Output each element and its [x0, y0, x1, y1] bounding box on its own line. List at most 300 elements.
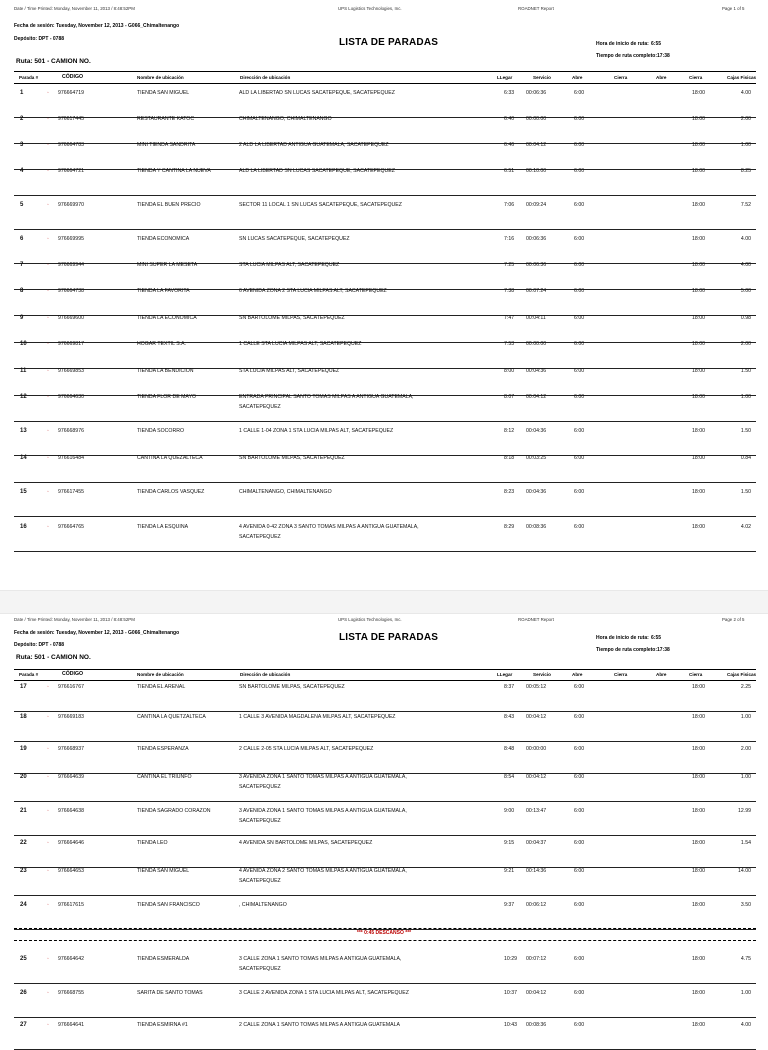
close-time: 18:00 [692, 394, 705, 400]
location-code: 976616767 [58, 684, 84, 690]
close-time: 18:00 [692, 774, 705, 780]
table-row [0, 196, 768, 230]
location-code: 976669995 [58, 236, 84, 242]
stop-number: 15 [20, 489, 27, 495]
bullet-icon: ◦ [47, 236, 49, 242]
close-time: 18:00 [692, 684, 705, 690]
location-address: 6 AVENIDA ZONA 2 STA LUCIA MILPAS ALT, SACATEPEQUEZ [239, 288, 387, 294]
arrive-time: 8:29 [504, 524, 515, 530]
report-name: ROADNET Report [518, 617, 554, 622]
table-row [0, 162, 768, 196]
stop-number: 2 [20, 116, 24, 122]
bullet-icon: ◦ [47, 116, 49, 122]
stop-number: 7 [20, 262, 24, 268]
stop-number: 3 [20, 142, 24, 148]
col-boxes: Cajas Fisicas [727, 75, 757, 80]
arrive-time: 8:07 [504, 394, 515, 400]
col-close-2: Cierra [689, 672, 703, 677]
col-address: Dirección de ubicación [240, 672, 291, 677]
close-time: 18:00 [692, 746, 705, 752]
stop-number: 4 [20, 168, 24, 174]
location-code: 976664646 [58, 840, 84, 846]
location-name: RESTAURANTE KATOC [137, 116, 195, 122]
boxes: 1.00 [740, 142, 751, 148]
bullet-icon: ◦ [47, 774, 49, 780]
location-name: TIENDA EL ARENAL [137, 684, 186, 690]
boxes: 1.50 [740, 428, 751, 434]
close-time: 18:00 [692, 428, 705, 434]
col-name: Nombre de ubicación [137, 75, 184, 80]
service-time: 00:06:36 [526, 236, 547, 242]
close-time: 18:00 [692, 1022, 705, 1028]
location-code: 976664721 [58, 168, 84, 174]
table-row [0, 1016, 768, 1050]
service-time: 00:09:24 [526, 202, 547, 208]
service-time: 00:04:12 [526, 774, 547, 780]
arrive-time: 10:29 [504, 956, 517, 962]
open-time: 6:00 [574, 142, 585, 148]
open-time: 6:00 [574, 714, 585, 720]
bullet-icon: ◦ [47, 524, 49, 530]
arrive-time: 9:00 [504, 808, 515, 814]
arrive-time: 6:33 [504, 90, 515, 96]
stop-number: 13 [20, 428, 27, 434]
location-code: 976617615 [58, 902, 84, 908]
table-row [0, 678, 768, 712]
table-row [0, 802, 768, 836]
service-time: 00:04:12 [526, 990, 547, 996]
bullet-icon: ◦ [47, 840, 49, 846]
location-address: ALD LA LIBERTAD SN LUCAS SACATEPEQUE, SACATEPEQUEZ [239, 90, 395, 96]
report-page-2 [0, 612, 768, 1028]
dashed-rule [14, 928, 756, 929]
boxes: 12.99 [738, 808, 751, 814]
open-time: 6:00 [574, 236, 585, 242]
location-code: 976664738 [58, 288, 84, 294]
stop-number: 1 [20, 90, 24, 96]
col-address: Dirección de ubicación [240, 75, 291, 80]
close-time: 18:00 [692, 116, 705, 122]
service-time: 00:04:12 [526, 142, 547, 148]
boxes: 4.00 [740, 236, 751, 242]
open-time: 6:00 [574, 956, 585, 962]
close-time: 18:00 [692, 236, 705, 242]
total-time: 17:38 [657, 53, 670, 59]
report-name: ROADNET Report [518, 6, 554, 11]
open-time: 6:00 [574, 840, 585, 846]
bullet-icon: ◦ [47, 808, 49, 814]
location-address: 3 CALLE ZONA 1 SANTO TOMAS MILPAS A ANTIGUA GUATEMALA, SACATEPEQUEZ [239, 956, 402, 972]
location-code: 976669970 [58, 202, 84, 208]
boxes: 1.00 [740, 774, 751, 780]
location-name: TIENDA SAGRADO CORAZON [137, 808, 211, 814]
route: Ruta: 501 - CAMION NO. [16, 58, 91, 65]
location-code: 976664638 [58, 808, 84, 814]
location-name: TIENDA Y CANTINA LA NUEVA [137, 168, 211, 174]
service-time: 00:13:47 [526, 808, 547, 814]
location-code: 976664653 [58, 868, 84, 874]
boxes: 1.54 [740, 840, 751, 846]
service-time: 00:06:36 [526, 262, 547, 268]
boxes: 4.00 [740, 1022, 751, 1028]
stop-number: 10 [20, 341, 27, 347]
location-address: SN BARTOLOME MILPAS, SACATEPEQUEZ [239, 455, 345, 461]
location-name: TIENDA ESPERANZA [137, 746, 189, 752]
open-time: 6:00 [574, 489, 585, 495]
bullet-icon: ◦ [47, 489, 49, 495]
stop-number: 6 [20, 236, 24, 242]
stop-number: 8 [20, 288, 24, 294]
location-name: TIENDA SOCORRO [137, 428, 184, 434]
bullet-icon: ◦ [47, 315, 49, 321]
total-time-label: Tiempo de ruta completo: [596, 53, 658, 59]
bullet-icon: ◦ [47, 341, 49, 347]
table-row [0, 984, 768, 1018]
location-address: 4 AVENIDA ZONA 2 SANTO TOMAS MILPAS A ANTIGUA GUATEMALA, SACATEPEQUEZ [239, 868, 407, 884]
arrive-time: 9:37 [504, 902, 515, 908]
arrive-time: 6:51 [504, 168, 515, 174]
table-row [0, 862, 768, 896]
arrive-time: 6:46 [504, 142, 515, 148]
arrive-time: 8:48 [504, 746, 515, 752]
bullet-icon: ◦ [47, 746, 49, 752]
location-name: MINI TIENDA SANDRITA [137, 142, 196, 148]
arrive-time: 8:37 [504, 684, 515, 690]
boxes: 7.52 [740, 202, 751, 208]
location-address: 3 CALLE 2 AVENIDA ZONA 1 STA LUCIA MILPAS ALT, SACATEPEQUEZ [239, 990, 409, 996]
col-stop: Parada # [19, 672, 39, 677]
boxes: 4.00 [740, 90, 751, 96]
col-arrive: LLegar [497, 75, 513, 80]
close-time: 18:00 [692, 90, 705, 96]
open-time: 6:00 [574, 808, 585, 814]
bullet-icon: ◦ [47, 202, 49, 208]
service-time: 00:04:37 [526, 840, 547, 846]
location-name: TIENDA CARLOS VASQUEZ [137, 489, 205, 495]
bullet-icon: ◦ [47, 1022, 49, 1028]
location-name: TIENDA SAN MIGUEL [137, 868, 190, 874]
stop-number: 18 [20, 714, 27, 720]
start-time: 6:55 [651, 635, 662, 641]
bullet-icon: ◦ [47, 428, 49, 434]
bullet-icon: ◦ [47, 288, 49, 294]
table-row [0, 950, 768, 984]
service-time: 00:00:00 [526, 116, 547, 122]
boxes: 1.00 [740, 394, 751, 400]
col-close-1: Cierra [614, 75, 628, 80]
close-time: 18:00 [692, 840, 705, 846]
location-code: 976668755 [58, 990, 84, 996]
location-code: 976616484 [58, 455, 84, 461]
location-code: 976668937 [58, 746, 84, 752]
open-time: 6:00 [574, 684, 585, 690]
table-row [0, 518, 768, 552]
service-time: 00:04:11 [526, 315, 546, 321]
service-time: 00:04:36 [526, 489, 547, 495]
location-code: 976669853 [58, 368, 84, 374]
location-name: SARITA DE SANTO TOMAS [137, 990, 203, 996]
location-address: 2 ALD LA LIBERTAD ANTIGUA GUATEMALA, SACATEPEQUEZ [239, 142, 389, 148]
location-address: ALD LA LIBERTAD SN LUCAS SACATEPEQUE, SACATEPEQUEZ [239, 168, 395, 174]
service-time: 00:04:36 [526, 428, 547, 434]
close-time: 18:00 [692, 288, 705, 294]
col-stop: Parada # [19, 75, 39, 80]
page-title: LISTA DE PARADAS [339, 37, 439, 48]
bullet-icon: ◦ [47, 902, 49, 908]
close-time: 18:00 [692, 868, 705, 874]
service-time: 00:07:12 [526, 956, 547, 962]
location-code: 976664642 [58, 956, 84, 962]
service-time: 00:03:25 [526, 455, 547, 461]
table-row [0, 768, 768, 802]
location-address: , CHIMALTENANGO [239, 902, 287, 908]
session-date: Fecha de sesión: Tuesday, November 12, 2013 - G066_Chimaltenango [14, 630, 180, 636]
stop-number: 17 [20, 684, 27, 690]
service-time: 00:08:36 [526, 524, 547, 530]
start-time-label: Hora de inicio de ruta: [596, 41, 649, 47]
arrive-time: 7:25 [504, 262, 515, 268]
service-time: 00:06:12 [526, 902, 547, 908]
open-time: 6:00 [574, 315, 585, 321]
location-code: 976664641 [58, 1022, 84, 1028]
service-time: 00:14:36 [526, 868, 547, 874]
service-time: 00:08:36 [526, 1022, 547, 1028]
stop-number: 22 [20, 840, 27, 846]
location-address: 1 CALLE STA LUCIA MILPAS ALT, SACATEPEQUEZ [239, 341, 362, 347]
arrive-time: 7:38 [504, 288, 515, 294]
open-time: 6:00 [574, 90, 585, 96]
open-time: 6:00 [574, 288, 585, 294]
open-time: 6:00 [574, 524, 585, 530]
close-time: 18:00 [692, 341, 705, 347]
table-row [0, 708, 768, 742]
location-address: SN BARTOLOME MILPAS, SACATEPEQUEZ [239, 684, 345, 690]
open-time: 6:00 [574, 746, 585, 752]
bullet-icon: ◦ [47, 262, 49, 268]
stop-number: 23 [20, 868, 27, 874]
location-name: TIENDA FLOR DE MAYO [137, 394, 196, 400]
arrive-time: 8:12 [504, 428, 515, 434]
close-time: 18:00 [692, 315, 705, 321]
location-name: TIENDA EL BUEN PRECIO [137, 202, 201, 208]
stop-number: 12 [20, 394, 27, 400]
location-address: 3 AVENIDA ZONA 1 SANTO TOMAS MILPAS A ANTIGUA GUATEMALA, SACATEPEQUEZ [239, 774, 407, 790]
stop-number: 21 [20, 808, 27, 814]
bullet-icon: ◦ [47, 956, 49, 962]
col-boxes: Cajas Fisicas [727, 672, 757, 677]
total-time: 17:38 [657, 647, 670, 653]
boxes: 1.50 [740, 368, 751, 374]
service-time: 00:07:24 [526, 288, 547, 294]
stop-number: 27 [20, 1022, 27, 1028]
location-name: TIENDA LA ECONOMICA [137, 315, 197, 321]
open-time: 6:00 [574, 902, 585, 908]
open-time: 6:00 [574, 168, 585, 174]
location-name: TIENDA LA FAVORITA [137, 288, 190, 294]
col-service: Servicio [533, 672, 551, 677]
close-time: 18:00 [692, 524, 705, 530]
close-time: 18:00 [692, 990, 705, 996]
table-row [0, 896, 768, 930]
boxes: 4.75 [740, 956, 751, 962]
location-address: 2 CALLE ZONA 1 SANTO TOMAS MILPAS A ANTIGUA GUATEMALA [239, 1022, 400, 1028]
col-service: Servicio [533, 75, 551, 80]
bullet-icon: ◦ [47, 90, 49, 96]
boxes: 14.00 [738, 868, 751, 874]
stop-number: 16 [20, 524, 27, 530]
open-time: 6:00 [574, 368, 585, 374]
arrive-time: 6:40 [504, 116, 515, 122]
location-address: CHIMALTENANGO, CHIMALTENANGO [239, 116, 332, 122]
location-code: 976669600 [58, 315, 84, 321]
location-address: 4 AVENIDA SN BARTOLOME MILPAS, SACATEPEQUEZ [239, 840, 373, 846]
close-time: 18:00 [692, 368, 705, 374]
col-name: Nombre de ubicación [137, 672, 184, 677]
route: Ruta: 501 - CAMION NO. [16, 654, 91, 661]
open-time: 6:00 [574, 1022, 585, 1028]
stop-number: 9 [20, 315, 24, 321]
arrive-time: 7:06 [504, 202, 515, 208]
boxes: 3.50 [740, 902, 751, 908]
location-code: 976669817 [58, 341, 84, 347]
boxes: 0.98 [740, 315, 751, 321]
location-address: 1 CALLE 1-04 ZONA 1 STA LUCIA MILPAS ALT, SACATEPEQUEZ [239, 428, 394, 434]
arrive-time: 8:18 [504, 455, 515, 461]
location-code: 976669183 [58, 714, 84, 720]
boxes: 2.00 [740, 116, 751, 122]
location-name: TIENDA LA BENDICION [137, 368, 194, 374]
location-address: 1 CALLE 3 AVENIDA MAGDALENA MILPAS ALT, SACATEPEQUEZ [239, 714, 396, 720]
company-name: UPS Logistics Technologies, Inc. [338, 617, 402, 622]
col-open-1: Abre [572, 75, 583, 80]
start-time-label: Hora de inicio de ruta: [596, 635, 649, 641]
arrive-time: 10:43 [504, 1022, 517, 1028]
arrive-time: 7:47 [504, 315, 515, 321]
header-rule-top [14, 71, 756, 72]
col-close-1: Cierra [614, 672, 628, 677]
service-time: 00:10:00 [526, 168, 547, 174]
service-time: 00:04:12 [526, 714, 547, 720]
session-date: Fecha de sesión: Tuesday, November 12, 2013 - G066_Chimaltenango [14, 23, 180, 29]
col-open-1: Abre [572, 672, 583, 677]
location-address: SN LUCAS SACATEPEQUE, SACATEPEQUEZ [239, 236, 350, 242]
stop-number: 14 [20, 455, 27, 461]
location-address: CHIMALTENANGO, CHIMALTENANGO [239, 489, 332, 495]
location-code: 976668976 [58, 428, 84, 434]
start-time: 6:55 [651, 41, 662, 47]
location-code: 976664765 [58, 524, 84, 530]
stop-number: 5 [20, 202, 24, 208]
break-label: *** 0:45 DESCANSO *** [356, 930, 412, 936]
col-code: CÓDIGO [62, 74, 84, 80]
location-name: CANTINA LA QUETZALTECA [137, 714, 206, 720]
page-label: Page 1 of 5 [722, 6, 745, 11]
arrive-time: 7:16 [504, 236, 515, 242]
open-time: 6:00 [574, 455, 585, 461]
col-open-2: Abre [656, 75, 667, 80]
location-code: 976617455 [58, 489, 84, 495]
boxes: 4.00 [740, 262, 751, 268]
close-time: 18:00 [692, 202, 705, 208]
col-arrive: LLegar [497, 672, 513, 677]
location-name: MINI SUPER LA MESETA [137, 262, 198, 268]
arrive-time: 9:21 [504, 868, 515, 874]
bullet-icon: ◦ [47, 168, 49, 174]
print-date: Date / Time Printed: Monday, November 11, 2013 / 8:48:52PM [14, 6, 135, 11]
col-code: CÓDIGO [62, 671, 84, 677]
stop-number: 20 [20, 774, 27, 780]
close-time: 18:00 [692, 262, 705, 268]
arrive-time: 7:53 [504, 341, 515, 347]
col-open-2: Abre [656, 672, 667, 677]
bullet-icon: ◦ [47, 368, 49, 374]
close-time: 18:00 [692, 168, 705, 174]
close-time: 18:00 [692, 808, 705, 814]
bullet-icon: ◦ [47, 868, 49, 874]
page-title: LISTA DE PARADAS [339, 632, 439, 643]
boxes: 1.50 [740, 489, 751, 495]
row-divider [14, 516, 756, 517]
arrive-time: 8:23 [504, 489, 515, 495]
close-time: 18:00 [692, 489, 705, 495]
boxes: 5.00 [740, 288, 751, 294]
open-time: 6:00 [574, 202, 585, 208]
close-time: 18:00 [692, 902, 705, 908]
boxes: 2.25 [740, 684, 751, 690]
stop-number: 24 [20, 902, 27, 908]
col-close-2: Cierra [689, 75, 703, 80]
arrive-time: 8:54 [504, 774, 515, 780]
boxes: 1.00 [740, 714, 751, 720]
bullet-icon: ◦ [47, 142, 49, 148]
bullet-icon: ◦ [47, 455, 49, 461]
depot: Depósito: DPT - 0788 [14, 642, 65, 648]
service-time: 00:00:00 [526, 746, 547, 752]
boxes: 2.00 [740, 341, 751, 347]
location-code: 976664630 [58, 394, 84, 400]
close-time: 18:00 [692, 455, 705, 461]
boxes: 2.00 [740, 746, 751, 752]
open-time: 6:00 [574, 394, 585, 400]
location-code: 976669944 [58, 262, 84, 268]
bullet-icon: ◦ [47, 714, 49, 720]
location-name: TIENDA ESMIRNA #1 [137, 1022, 188, 1028]
boxes: 1.00 [740, 990, 751, 996]
total-time-label: Tiempo de ruta completo: [596, 647, 658, 653]
location-name: TIENDA ESMERALDA [137, 956, 190, 962]
location-name: CANTINA EL TRIUNFO [137, 774, 192, 780]
location-code: 976664639 [58, 774, 84, 780]
service-time: 00:06:36 [526, 90, 547, 96]
close-time: 18:00 [692, 714, 705, 720]
open-time: 6:00 [574, 341, 585, 347]
open-time: 6:00 [574, 116, 585, 122]
location-address: 3 AVENIDA ZONA 1 SANTO TOMAS MILPAS A ANTIGUA GUATEMALA, SACATEPEQUEZ [239, 808, 407, 824]
page-gap [0, 590, 768, 614]
open-time: 6:00 [574, 868, 585, 874]
boxes: 4.02 [740, 524, 751, 530]
boxes: 8.25 [740, 168, 751, 174]
arrive-time: 10:37 [504, 990, 517, 996]
company-name: UPS Logistics Technologies, Inc. [338, 6, 402, 11]
service-time: 00:05:12 [526, 684, 547, 690]
location-name: TIENDA SAN FRANCISCO [137, 902, 200, 908]
table-row [0, 483, 768, 517]
stop-number: 25 [20, 956, 27, 962]
close-time: 18:00 [692, 142, 705, 148]
location-address: SECTOR 11 LOCAL 1 SN LUCAS SACATEPEQUE, SACATEPEQUEZ [239, 202, 402, 208]
location-address: 4 AVENIDA 0-42 ZONA 3 SANTO TOMAS MILPAS A ANTIGUA GUATEMALA, SACATEPEQUEZ [239, 524, 419, 540]
